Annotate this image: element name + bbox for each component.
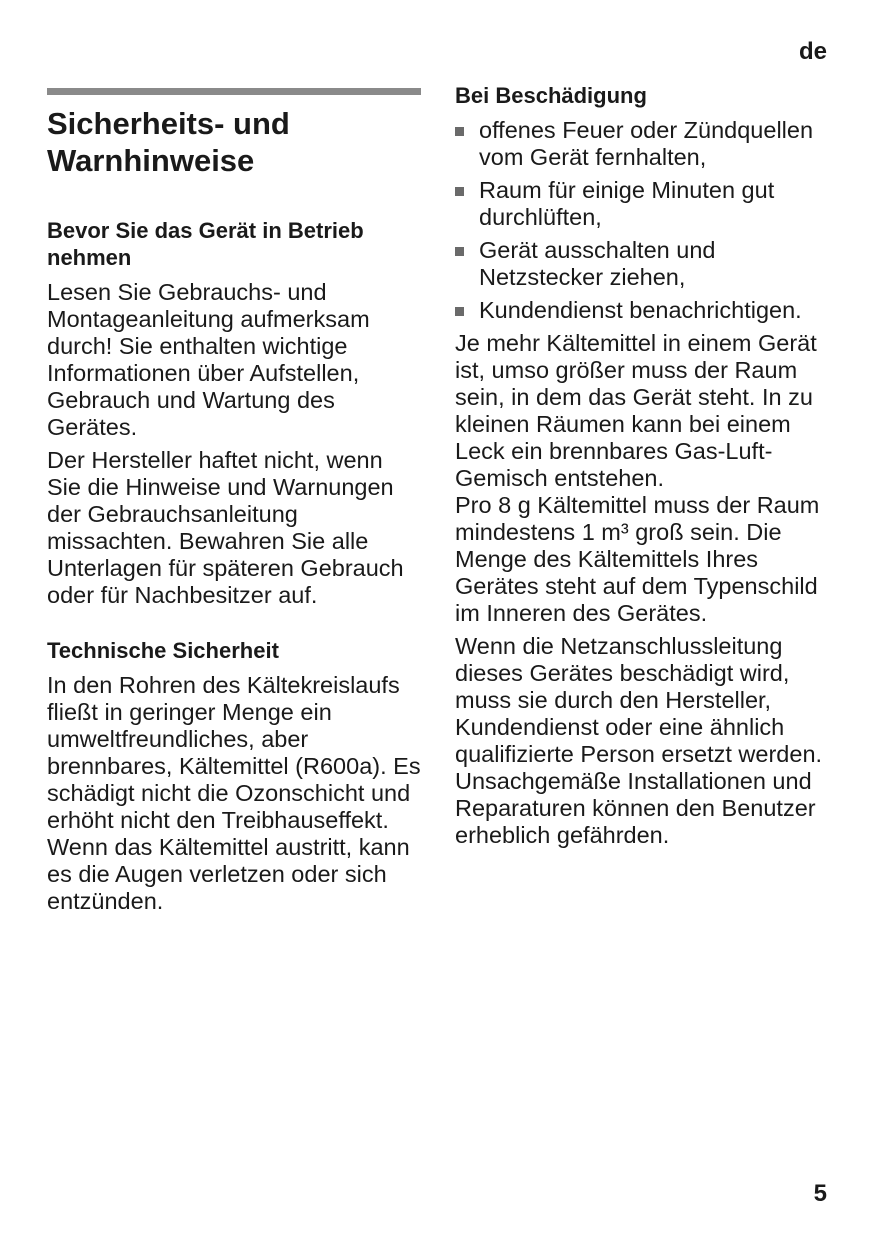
list-item-text: Gerät ausschalten und Netzstecker ziehen, xyxy=(479,237,716,290)
list-item-text: offenes Feuer oder Zündquellen vom Gerät fernhalten, xyxy=(479,117,814,170)
right-column xyxy=(455,82,835,849)
square-bullet-icon xyxy=(455,187,464,196)
square-bullet-icon xyxy=(455,127,464,136)
paragraph-room-size: Je mehr Kältemittel in einem Gerät ist, umso größer muss der Raum sein, in dem das Gerät steht. In zu kleinen Räumen kann bei einem Leck ein brennbares Gas-Luft-Gemisch entstehen. xyxy=(455,330,817,491)
damage-bullet-list xyxy=(455,117,835,324)
list-item-text: Raum für einige Minuten gut durchlüften, xyxy=(479,177,775,230)
section-heading-before-use: Bevor Sie das Gerät in Betrieb nehmen xyxy=(47,218,364,270)
page-title-line1: Sicherheits- und xyxy=(47,106,290,141)
section-heading-technical-safety: Technische Sicherheit xyxy=(47,638,279,663)
square-bullet-icon xyxy=(455,247,464,256)
page-title-line2: Warnhinweise xyxy=(47,143,255,178)
paragraph-manufacturer-liability: Der Hersteller haftet nicht, wenn Sie die Hinweise und Warnungen der Gebrauchsanleitung missachten. Bewahren Sie alle Unterlagen für späteren Gebrauch oder für Nachbesitzer auf. xyxy=(47,447,404,608)
list-item xyxy=(455,297,835,324)
language-code: de xyxy=(798,38,827,65)
paragraph-read-instructions: Lesen Sie Gebrauchs- und Montageanleitung aufmerksam durch! Sie enthalten wichtige Informationen über Aufstellen, Gebrauch und Wartung des Gerätes. xyxy=(47,279,370,440)
title-rule xyxy=(47,88,421,95)
section-heading-damage: Bei Beschädigung xyxy=(455,83,647,108)
list-item xyxy=(455,177,835,231)
paragraph-power-cable: Wenn die Netzanschlussleitung dieses Gerätes beschädigt wird, muss sie durch den Hersteller, Kundendienst oder eine ähnlich qualifizierte Person ersetzt werden. Unsachgemäße Installationen und Reparaturen können den Benutzer erheblich gefährden. xyxy=(455,633,823,848)
page-title xyxy=(47,105,421,179)
list-item-text: Kundendienst benachrichtigen. xyxy=(479,297,802,323)
left-column xyxy=(47,88,421,915)
paragraph-refrigerant-quantity: Pro 8 g Kältemittel muss der Raum mindestens 1 m³ groß sein. Die Menge des Kältemittels Ihres Gerätes steht auf dem Typenschild im Inneren des Gerätes. xyxy=(455,492,820,626)
page-number: 5 xyxy=(813,1180,827,1207)
list-item xyxy=(455,237,835,291)
paragraph-refrigerant-info: In den Rohren des Kältekreislaufs fließt in geringer Menge ein umweltfreundliches, aber brennbares, Kältemittel (R600a). Es schädigt nicht die Ozonschicht und erhöht nicht den Treibhauseffekt. Wenn das Kältemittel austritt, kann es die Augen verletzen oder sich entzünden. xyxy=(47,672,421,914)
list-item xyxy=(455,117,835,171)
square-bullet-icon xyxy=(455,307,464,316)
